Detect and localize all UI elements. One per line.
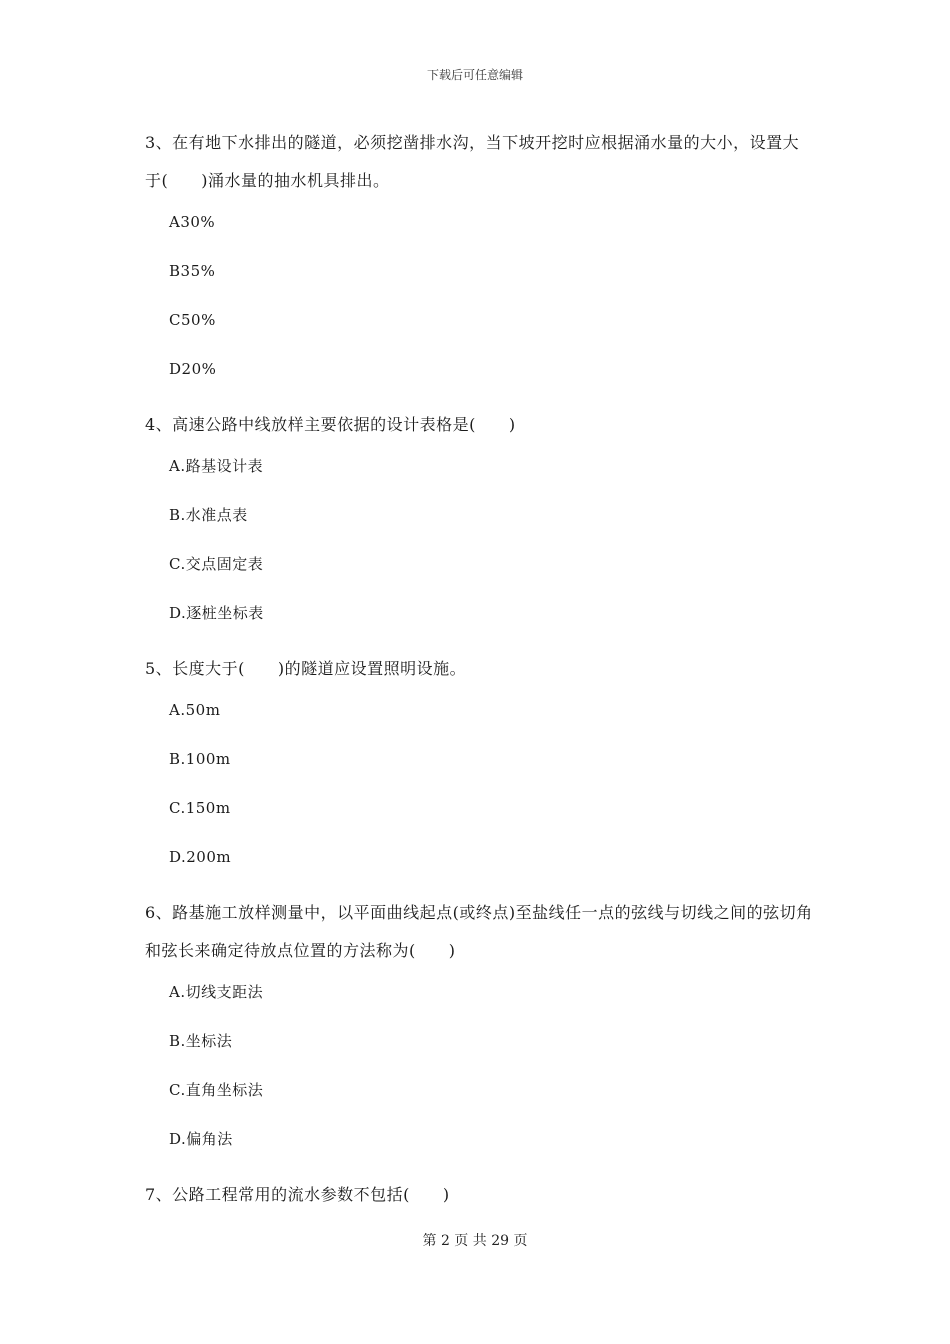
option-b: B35% xyxy=(169,262,216,280)
option-b: B.水准点表 xyxy=(169,506,248,524)
question-4 xyxy=(145,406,815,625)
option-a: A.路基设计表 xyxy=(169,457,264,475)
option-c: C.交点固定表 xyxy=(169,555,264,573)
question-stem: 7、公路工程常用的流水参数不包括( ) xyxy=(145,1185,450,1204)
option-a: A.50m xyxy=(169,701,221,719)
question-3 xyxy=(145,124,815,381)
option-a: A30% xyxy=(169,213,216,231)
question-stem: 3、在有地下水排出的隧道，必须挖凿排水沟，当下坡开挖时应根据涌水量的大小，设置大于( )涌水量的抽水机具排出。 xyxy=(145,133,800,190)
option-d: D.逐桩坐标表 xyxy=(169,604,264,622)
option-d: D.偏角法 xyxy=(169,1130,233,1148)
option-d: D20% xyxy=(169,360,217,378)
question-stem: 6、路基施工放样测量中，以平面曲线起点(或终点)至盐线任一点的弦线与切线之间的弦切角和弦长来确定待放点位置的方法称为( ) xyxy=(145,903,813,960)
question-list xyxy=(145,124,815,1224)
option-d: D.200m xyxy=(169,848,232,866)
option-a: A.切线支距法 xyxy=(169,983,264,1001)
question-stem: 5、长度大于( )的隧道应设置照明设施。 xyxy=(145,659,467,678)
option-b: B.坐标法 xyxy=(169,1032,233,1050)
option-c: C.直角坐标法 xyxy=(169,1081,264,1099)
option-c: C50% xyxy=(169,311,216,329)
question-7 xyxy=(145,1176,815,1214)
question-stem: 4、高速公路中线放样主要依据的设计表格是( ) xyxy=(145,415,516,434)
question-6 xyxy=(145,894,815,1151)
page-footer: 第 2 页 共 29 页 xyxy=(422,1233,528,1249)
question-5 xyxy=(145,650,815,869)
page-header: 下载后可任意编辑 xyxy=(426,68,523,82)
option-b: B.100m xyxy=(169,750,231,768)
option-c: C.150m xyxy=(169,799,231,817)
